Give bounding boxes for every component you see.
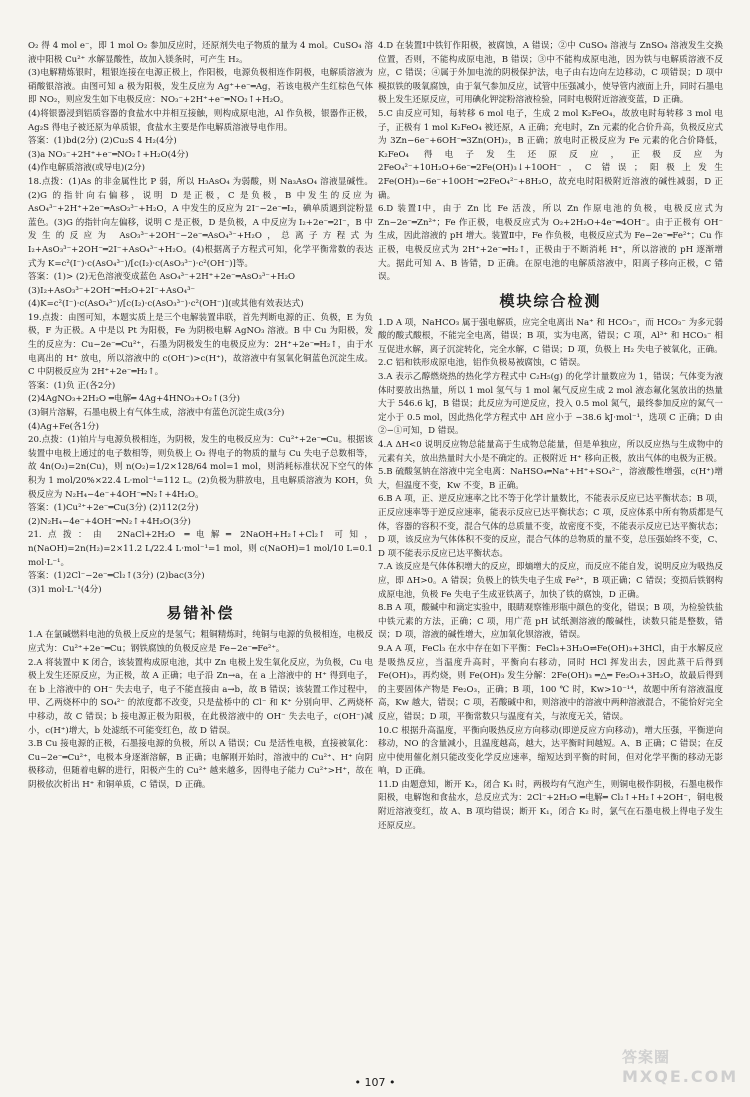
watermark-line1: 答案圈 — [622, 1048, 671, 1066]
left-paragraph: (3)a NO₃⁻+2H⁺+e⁻═NO₂↑+H₂O(4分) — [28, 149, 189, 160]
right-section-paragraph: 11.D 由题意知，断开 K₂，闭合 K₁ 时，两极均有气泡产生，则铜电极作阴极，石墨电极作阳极，电解饱和食盐水，总反应式为：2Cl⁻+2H₂O ═电解═ Cl₂↑+H₂↑+2OH⁻，铜电极附近溶液变红，故 A、B 项均错误；断开 K₁，闭合 K₂ 时，氯气在石墨电极上得电子发生还原反应。 — [378, 779, 723, 831]
right-section-paragraph: 10.C 根据升高温度，平衡向吸热反应方向移动(即逆反应方向移动)，增大压强，平衡逆向移动，NO 的含量减小，且温度越高，越大，达平衡时间越短。A、B 正确；C 错误；在反应中使用催化剂只能改变化学反应速率，缩短达到平衡的时间，但对化学平衡的移动无影响，D 正确。 — [378, 725, 723, 777]
left-section-paragraph: 1.A 在氯碱燃料电池的负极上反应的是氢气；粗铜精炼时，纯铜与电源的负极相连，电极反应式为：Cu²⁺+2e⁻═Cu；钢铁腐蚀的负极反应是 Fe−2e⁻═Fe²⁺。 — [28, 630, 373, 654]
right-section-paragraph: 4.A ΔH<0 说明反应物总能量高于生成物总能量，但是单独应，所以反应热与生成物中的元素有关，放出热量时大小是不确定的。正极附近 H⁺ 移向正极，放出气体的电极为正极。 — [378, 440, 723, 464]
left-paragraph: (3)1 mol·L⁻¹(4分) — [28, 584, 102, 595]
right-section-paragraph: 7.A 该反应是气体体积增大的反应，即熵增大的反应，而反应不能自发，说明反应为吸热反应，即 ΔH>0。A 错误；负极上的铁失电子生成 Fe²⁺，B 项正确；C 错误；变损后铁钢构成原电池，负极 Fe 失电子生成亚铁离子，加快了铁的腐蚀，D 正确。 — [378, 562, 723, 600]
left-paragraph: 答案：(1)Cu²⁺+2e⁻═Cu(3分) (2)112(2分) — [28, 503, 199, 514]
left-paragraph: (2)N₂H₄−4e⁻+4OH⁻═N₂↑+4H₂O(3分) — [28, 516, 191, 527]
left-paragraph: (3)电解精炼银时，粗银连接在电源正极上，作阳极，电源负极相连作阴极，电解质溶液为硝酸银溶液。由图可知 a 极为阳极，发生反应为 Ag⁺+e⁻═Ag，若该电极产生红棕色气体即 NO₂，则应发生如下电极反应：NO₃⁻+2H⁺+e⁻═NO₂↑+H₂O。 — [28, 68, 373, 106]
page-number-value: 107 — [364, 1076, 386, 1089]
right-section-paragraph: 3.A 表示乙醇燃烧热的热化学方程式中 C₂H₅(g) 的化学计量数应为 1，错误；气体变为液体时要放出热量，所以 1 mol 氢气与 1 mol 氟气反应生成 2 mol 液态氟化氢放出的热量大于 546.6 kJ，B 错误；此反应为可逆反应，投入 0.5 mol 氮气，最终参加反应的氮气一定小于 0.5 mol，因此热化学方程式中 ΔH 应小于 −38.6 kJ·mol⁻¹，选项 C 正确；D 由②−①可知，D 错误。 — [378, 372, 723, 437]
right-column — [378, 40, 723, 833]
watermark-logo — [622, 1046, 739, 1088]
left-paragraph: 答案：(1)bd(2分) (2)Cu₂S 4 H₂(4分) — [28, 136, 177, 147]
left-paragraph: 答案：(1)负 正(各2分) — [28, 380, 116, 391]
right-section-paragraph: 1.D A 项，NaHCO₃ 属于强电解质，应完全电离出 Na⁺ 和 HCO₃⁻，而 HCO₃⁻ 为多元弱酸的酸式酸根，不能完全电离，错误；B 项，实为电离，错误；C 项，Al³⁺ 和 HCO₃⁻ 相互促进水解，离子沉淀转化，完全水解，C 错误；D 项，负极上 H₂ 失电子被氧化，正确。 — [378, 317, 723, 355]
left-paragraph: 20.点拨：(1)铂片与电源负极相连，为阴极，发生的电极反应为：Cu²⁺+2e⁻═Cu。根据该装置中电极上通过的电子数相等，则负极上 O₂ 得电子的物质的量与 Cu 失电子总数相等，故 4n(O₂)=2n(Cu)，则 n(O₂)=1/2×128/64 mol=1 mol，则消耗标准状况下空气的体积为 1 mol/20%×22.4 L·mol⁻¹=112 L。(2)负极为肼放电，且电解质溶液为 KOH，负极反应为 N₂H₄−4e⁻+4OH⁻═N₂↑+4H₂O。 — [28, 435, 373, 500]
section-title-error-compensation: 易错补偿 — [166, 604, 235, 623]
left-column — [28, 40, 373, 792]
left-paragraph: 18.点拨：(1)As 的非金属性比 P 弱，所以 H₃AsO₄ 为弱酸，则 Na₃AsO₄ 溶液显碱性。(2)G 的指针向右偏移，说明 D 是正极，C 是负极，B 中发生的反应为 AsO₄³⁻+2H⁺+2e⁻═AsO₃³⁻+H₂O，A 中发生的反应为 2I⁻−2e⁻═I₂，碘单质遇到淀粉显蓝色。(3)G 的指针向左偏移，说明 C 是正极，D 是负极，A 中反应为 I₂+2e⁻═2I⁻，B 中发生的反应为 AsO₃³⁻+2OH⁻−2e⁻═AsO₄³⁻+H₂O，总离子方程式为 I₂+AsO₃³⁻+2OH⁻═2I⁻+AsO₄³⁻+H₂O。(4)根据离子方程式可知，化学平衡常数的表达式为 K=c²(I⁻)·c(AsO₄³⁻)/[c(I₂)·c(AsO₃³⁻)·c²(OH⁻)]等。 — [28, 176, 373, 269]
right-section-paragraph: 2.C 铝和铁形成原电池，铝作负极易被腐蚀，C 错误。 — [378, 358, 586, 369]
right-section-paragraph: 5.B 硫酸氢钠在溶液中完全电离：NaHSO₄═Na⁺+H⁺+SO₄²⁻，溶液酸性增强，c(H⁺)增大，但温度不变，Kw 不变，B 正确。 — [378, 467, 723, 491]
right-paragraph: 6.D 装置Ⅰ中，由于 Zn 比 Fe 活泼，所以 Zn 作原电池的负极，电极反应式为 Zn−2e⁻═Zn²⁺；Fe 作正极，电极反应式为 O₂+2H₂O+4e⁻═4OH⁻。由于正极有 OH⁻ 生成，因此溶液的 pH 增大。装置Ⅱ中，Fe 作负极，电极反应式为 Fe−2e⁻═Fe²⁺；Cu 作正极，电极反应式为 2H⁺+2e⁻═H₂↑，正极由于不断消耗 H⁺，所以溶液的 pH 逐渐增大。据此可知 A、B 皆错，D 正确。在原电池的电解质溶液中，阳离子移向正极，C 错误。 — [378, 204, 723, 283]
left-paragraph: (3)铜片溶解，石墨电极上有气体生成，溶液中有蓝色沉淀生成(3分) — [28, 408, 285, 419]
left-paragraph: (2)4AgNO₃+2H₂O ═电解═ 4Ag+4HNO₃+O₂↑(3分) — [28, 394, 241, 405]
left-paragraph: (4)K=c²(I⁻)·c(AsO₄³⁻)/[c(I₂)·c(AsO₃³⁻)·c²(OH⁻)](或其他有效表达式) — [28, 299, 304, 310]
left-paragraph: 19.点拨：由图可知，本题实质上是三个电解装置串联，首先判断电源的正、负极，E 为负极，F 为正极。A 中是以 Pt 为阳极，Fe 为阴极电解 AgNO₃ 溶液。B 中 Cu 为阳极，发生的反应为：Cu−2e⁻═Cu²⁺，石墨为阴极发生的电极反应为：2H⁺+2e⁻═H₂↑，由于水电离出的 H⁺ 放电，所以溶液中的 c(OH⁻)>c(H⁺)，故溶液中有氢氧化铜蓝色沉淀生成。C 中阴极反应为 2H⁺+2e⁻═H₂↑。 — [28, 312, 373, 378]
left-paragraph: 答案：(1)2Cl⁻−2e⁻═Cl₂↑(3分) (2)bac(3分) — [28, 571, 205, 582]
right-section-paragraph: 9.A A 项，FeCl₃ 在水中存在如下平衡：FeCl₃+3H₂O⇌Fe(OH)₃+3HCl，由于水解反应是吸热反应，当温度升高时，平衡向右移动，同时 HCl 挥发出去，因此蒸干后得到 Fe(OH)₃，再灼烧，则 Fe(OH)₃ 发生分解：2Fe(OH)₃ ═△═ Fe₂O₃+3H₂O，故最后得到的主要固体产物是 Fe₂O₃，正确；B 项，100 ℃ 时，Kw>10⁻¹⁴，故题中所有溶液温度高，Kw 越大，错误；C 项，若酸碱中和，则溶液中的溶液中两种溶液混合，不能恰好完全反应，错误；D 项，平衡常数只与温度有关，与浓度无关，错误。 — [378, 643, 723, 722]
left-section-paragraph: 2.A 将装置中 K 闭合，该装置构成原电池，其中 Zn 电极上发生氧化反应，为负极，Cu 电极上发生还原反应，为正极，故 A 正确；电子沿 Zn→a，在 a 上溶液中的 H⁺ 得到电子，在 b 上溶液中的 OH⁻ 失去电子，电子不能直接由 a→b，故 B 错误；该装置工作过程中，甲、乙两烧杯中的 SO₄²⁻ 的浓度都不改变，只是盐桥中的 Cl⁻ 和 K⁺ 分别向甲、乙两烧杯中移动，故 C 错误；b 接电源正极为阳极，在此极溶液中的 OH⁻ 失去电子，c(OH⁻)减小，c(H⁺)增大，b 处滤纸不可能变红色，故 D 错误。 — [28, 657, 373, 736]
right-section-paragraph: 6.B A 项，正、逆反应速率之比不等于化学计量数比，不能表示反应已达平衡状态；B 项，正反应速率等于逆反应速率，能表示反应已达平衡状态；C 项，反应体系中所有物质都是气体，容器的容积不变，混合气体的总质量不变，故密度不变，不能表示反应已达平衡状态；D 项，该反应为气体体积不变的反应，混合气体的总物质的量不变，总压强始终不变，C、D 项不能表示反应已达平衡状态。 — [378, 494, 723, 559]
section-title-module-test: 模块综合检测 — [499, 291, 602, 310]
right-paragraph: 5.C 由反应可知，每转移 6 mol 电子，生成 2 mol K₂FeO₄，故放电时每转移 3 mol 电子，正极有 1 mol K₂FeO₄ 被还原，A 正确；充电时，Zn 元素的化合价升高，负极反应式为 3Zn−6e⁻+6OH⁻═3Zn(OH)₂，B 正确；放电时正极反应为 Fe 元素的化合价降低，K₂FeO₄ 得电子发生还原反应，正极反应为 2FeO₄²⁻+10H₂O+6e⁻═2Fe(OH)₃↓+10OH⁻，C 错误；阳极上发生 2Fe(OH)₃−6e⁻+10OH⁻═2FeO₄²⁻+8H₂O，故充电时阳极附近溶液的碱性减弱，D 正确。 — [378, 108, 723, 201]
left-paragraph: 答案：(1)> (2)无色溶液变成蓝色 AsO₄³⁻+2H⁺+2e⁻═AsO₃³⁻+H₂O — [28, 272, 296, 283]
left-paragraph: (3)I₂+AsO₃³⁻+2OH⁻═H₂O+2I⁻+AsO₄³⁻ — [28, 285, 196, 296]
left-paragraph: (4)将银器浸到铝质容器的食盐水中并相互接触，则构成原电池，Al 作负极，银器作正极，Ag₂S 得电子被还原为单质银，食盐水主要是作电解质溶液导电作用。 — [28, 108, 373, 133]
right-section-paragraph: 8.B A 项，酸碱中和滴定实验中，眼睛观察锥形瓶中颜色的变化，错误；B 项，为检验铁盐中铁元素的方法，正确；C 项，用广范 pH 试纸测溶液的酸碱性，读数只能是整数，错误；D 项，溶液的碱性增大，应加氧化钡溶液，错误。 — [378, 603, 723, 641]
left-paragraph: 21.点拨：由 2NaCl+2H₂O ═电解═ 2NaOH+H₂↑+Cl₂↑ 可知，n(NaOH)=2n(H₂)=2×11.2 L/22.4 L·mol⁻¹=1 mol，则 c(NaOH)=1 mol/10 L=0.1 mol·L⁻¹。 — [28, 530, 373, 568]
watermark-line2: MXQE.COM — [622, 1067, 739, 1086]
left-paragraph: (4)Ag+Fe(各1分) — [28, 421, 100, 432]
left-paragraph: (4)作电解质溶液(或导电)(2分) — [28, 163, 145, 174]
page-number: • 107 • — [354, 1076, 396, 1089]
left-paragraph: O₂ 得 4 mol e⁻，即 1 mol O₂ 参加反应时，还原剂失电子物质的量为 4 mol。CuSO₄ 溶液中阳极 Cu²⁺ 水解显酸性，故加入镁条时，可产生 H₂。 — [28, 41, 373, 65]
right-paragraph: 4.D 在装置Ⅰ中铁钉作阳极，被腐蚀，A 错误；②中 CuSO₄ 溶液与 ZnSO₄ 溶液发生交换位置，否则，不能构成原电池，B 错误；③中不能构成原电池，因为铁与电解质溶液不反应，C 错误；④属于外加电流的阴极保护法，电子由右边向左边移动，C 项错误；D 项中模拟铁的吸氧腐蚀，由于氧气参加反应，试管中压强减小，使导管内液面上升，同时石墨电极上发生还原反应，可用碘化钾淀粉溶液检验，同时电极附近溶液变蓝，D 正确。 — [378, 41, 723, 106]
left-section-paragraph: 3.B Cu 接电源的正极，石墨接电源的负极，所以 A 错误；Cu 是活性电极，直接被氧化：Cu−2e⁻═Cu²⁺，电极本身逐渐溶解，B 正确；电解刚开始时，溶液中的 Cu²⁺、H⁺ 向阴极移动，但随着电解的进行，阳极产生的 Cu²⁺ 越来越多，因得电子能力 Cu²⁺>H⁺，故在阴极依次析出 H⁺ 和铜单质，C 错误，D 正确。 — [28, 739, 373, 790]
